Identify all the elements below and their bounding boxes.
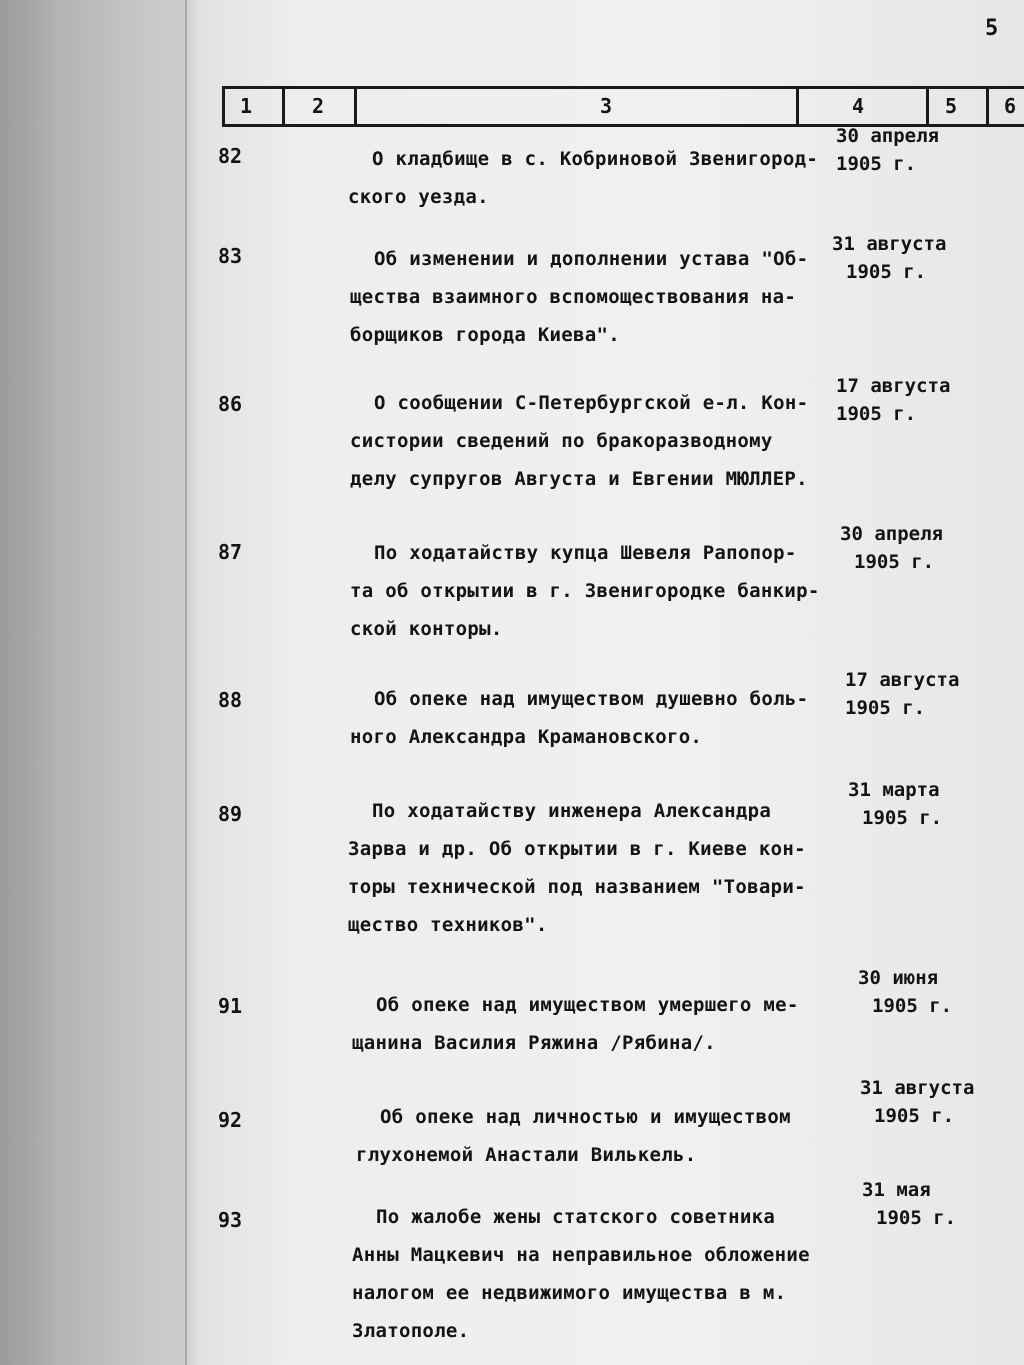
date-day-month: 17 августа <box>836 375 951 397</box>
entry-number: 89 <box>218 802 243 826</box>
entry-description <box>348 792 838 944</box>
description-line: Об опеке над имуществом умершего ме- <box>376 994 799 1016</box>
description-line: Об опеке над имуществом душевно боль- <box>374 688 809 710</box>
column-separator <box>796 86 799 127</box>
description-line: глухонемой Анастали Вилькель. <box>356 1144 697 1166</box>
column-separator <box>986 86 989 127</box>
entry-description <box>350 680 840 756</box>
date-year: 1905 г. <box>836 153 917 175</box>
date-day-month: 30 апреля <box>836 125 939 147</box>
date-day-month: 31 августа <box>832 233 947 255</box>
entry-date <box>848 776 942 832</box>
description-line: ного Александра Крамановского. <box>350 726 703 748</box>
date-year: 1905 г. <box>854 551 935 573</box>
date-day-month: 31 марта <box>848 779 940 801</box>
description-line: борщиков города Киева". <box>350 324 620 346</box>
description-line: щество техников". <box>348 914 548 936</box>
description-line: Об изменении и дополнении устава "Об- <box>374 248 809 270</box>
description-line: щества взаимного вспомоществования на- <box>350 286 797 308</box>
entry-date <box>836 372 950 428</box>
date-year: 1905 г. <box>876 1207 957 1229</box>
description-line: ской конторы. <box>350 618 503 640</box>
description-line: Об опеке над личностью и имуществом <box>380 1106 791 1128</box>
date-year: 1905 г. <box>862 807 943 829</box>
date-day-month: 31 августа <box>860 1077 975 1099</box>
column-header-6: 6 <box>1004 94 1017 118</box>
date-year: 1905 г. <box>846 261 927 283</box>
description-line: О кладбище в с. Кобриновой Звенигород- <box>372 148 819 170</box>
description-line: торы технической под названием "Товари- <box>348 876 806 898</box>
entry-number: 82 <box>218 144 243 168</box>
description-line: По ходатайству купца Шевеля Рапопор- <box>374 542 797 564</box>
date-day-month: 30 апреля <box>840 523 943 545</box>
entry-number: 87 <box>218 540 243 564</box>
entry-description <box>348 140 838 216</box>
date-day-month: 30 июня <box>858 967 939 989</box>
entry-date <box>845 666 959 722</box>
column-header-4: 4 <box>852 94 865 118</box>
description-line: Златополе. <box>352 1320 470 1342</box>
entry-description <box>350 240 840 354</box>
column-separator <box>222 86 225 127</box>
previous-page-edge <box>185 0 187 1365</box>
entry-date <box>840 520 943 576</box>
column-header-2: 2 <box>312 94 325 118</box>
date-day-month: 17 августа <box>845 669 960 691</box>
entry-date <box>860 1074 974 1130</box>
description-line: О сообщении С-Петербургской е-л. Кон- <box>374 392 809 414</box>
entry-number: 92 <box>218 1108 243 1132</box>
date-year: 1905 г. <box>836 403 917 425</box>
header-top-rule <box>222 86 1024 89</box>
description-line: делу супругов Августа и Евгении МЮЛЛЕР. <box>350 468 808 490</box>
entry-date <box>858 964 952 1020</box>
description-line: По ходатайству инженера Александра <box>372 800 772 822</box>
entry-date <box>862 1176 956 1232</box>
page-number: 5 <box>985 16 999 41</box>
description-line: налогом ее недвижимого имущества в м. <box>352 1282 787 1304</box>
column-separator <box>926 86 929 127</box>
entry-description <box>352 1198 842 1350</box>
entry-description <box>356 1098 846 1174</box>
entry-description <box>350 384 840 498</box>
date-year: 1905 г. <box>872 995 953 1017</box>
date-year: 1905 г. <box>874 1105 955 1127</box>
column-header-5: 5 <box>945 94 958 118</box>
entry-description <box>352 986 842 1062</box>
entry-number: 83 <box>218 244 243 268</box>
entry-number: 88 <box>218 688 243 712</box>
description-line: Анны Мацкевич на неправильное обложение <box>352 1244 810 1266</box>
description-line: систории сведений по бракоразводному <box>350 430 773 452</box>
description-line: та об открытии в г. Звенигородке банкир- <box>350 580 820 602</box>
description-line: По жалобе жены статского советника <box>376 1206 776 1228</box>
entry-number: 93 <box>218 1208 243 1232</box>
entry-description <box>350 534 840 648</box>
date-day-month: 31 мая <box>862 1179 931 1201</box>
column-header-1: 1 <box>240 94 253 118</box>
entry-number: 86 <box>218 392 243 416</box>
column-header-3: 3 <box>600 94 613 118</box>
entry-date <box>836 122 939 178</box>
column-separator <box>282 86 285 127</box>
date-year: 1905 г. <box>845 697 926 719</box>
description-line: щанина Василия Ряжина /Рябина/. <box>352 1032 716 1054</box>
entry-number: 91 <box>218 994 243 1018</box>
description-line: ского уезда. <box>348 186 489 208</box>
entry-date <box>832 230 946 286</box>
column-separator <box>354 86 357 127</box>
description-line: Зарва и др. Об открытии в г. Киеве кон- <box>348 838 806 860</box>
